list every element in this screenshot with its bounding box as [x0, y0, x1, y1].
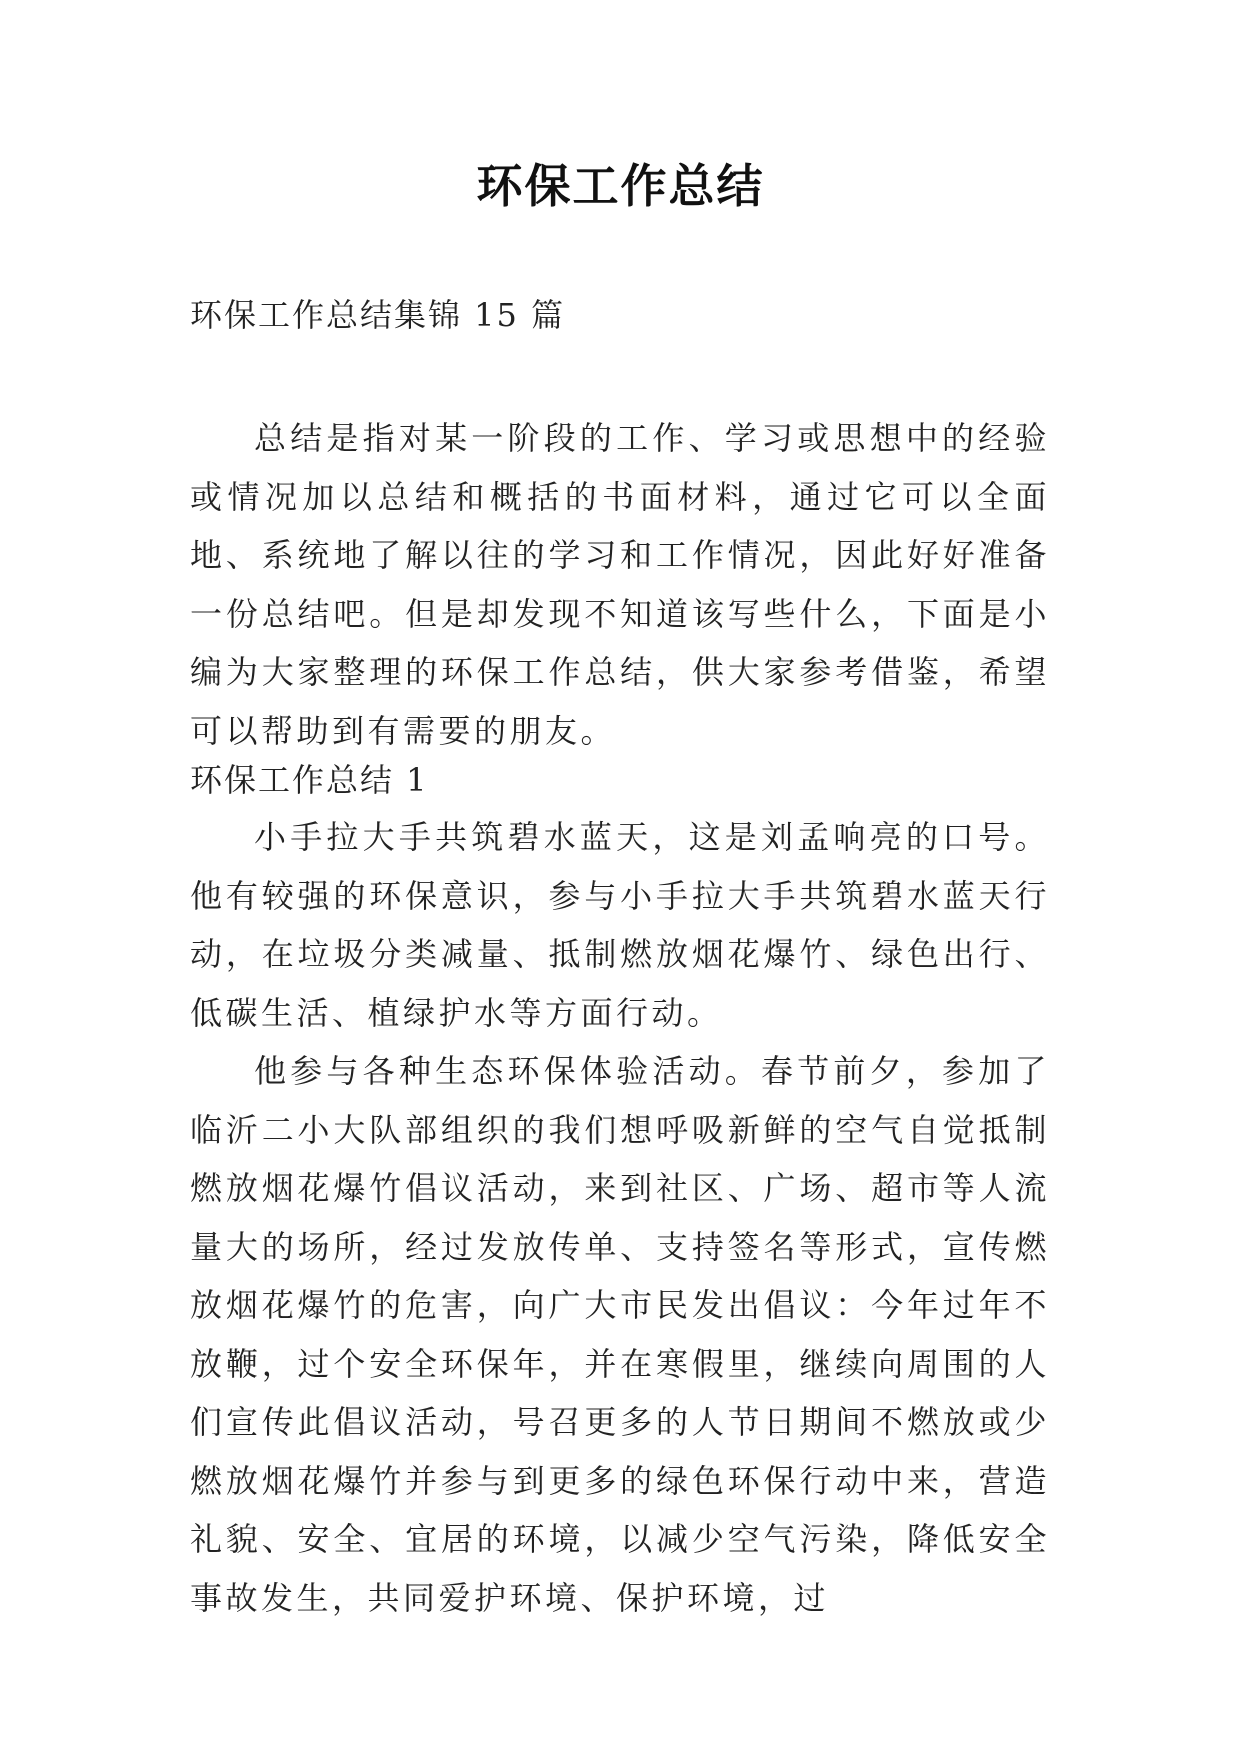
section-paragraph-1: 小手拉大手共筑碧水蓝天，这是刘孟响亮的口号。他有较强的环保意识，参与小手拉大手共筑碧水蓝天行动，在垃圾分类减量、抵制燃放烟花爆竹、绿色出行、低碳生活、植绿护水等方面行动。	[190, 818, 1050, 1032]
section-heading: 环保工作总结 1	[190, 761, 429, 799]
document-subtitle: 环保工作总结集锦 15 篇	[190, 296, 566, 334]
intro-paragraph: 总结是指对某一阶段的工作、学习或思想中的经验或情况加以总结和概括的书面材料，通过它可以全面地、系统地了解以往的学习和工作情况，因此好好准备一份总结吧。但是却发现不知道该写些什么，下面是小编为大家整理的环保工作总结，供大家参考借鉴，希望可以帮助到有需要的朋友。	[190, 419, 1050, 750]
document-title: 环保工作总结	[476, 160, 765, 212]
section-paragraph-2: 他参与各种生态环保体验活动。春节前夕，参加了临沂二小大队部组织的我们想呼吸新鲜的空气自觉抵制燃放烟花爆竹倡议活动，来到社区、广场、超市等人流量大的场所，经过发放传单、支持签名等形式，宣传燃放烟花爆竹的危害，向广大市民发出倡议：今年过年不放鞭，过个安全环保年，并在寒假里，继续向周围的人们宣传此倡议活动，号召更多的人节日期间不燃放或少燃放烟花爆竹并参与到更多的绿色环保行动中来，营造礼貌、安全、宜居的环境，以减少空气污染，降低安全事故发生，共同爱护环境、保护环境，过	[190, 1052, 1050, 1617]
